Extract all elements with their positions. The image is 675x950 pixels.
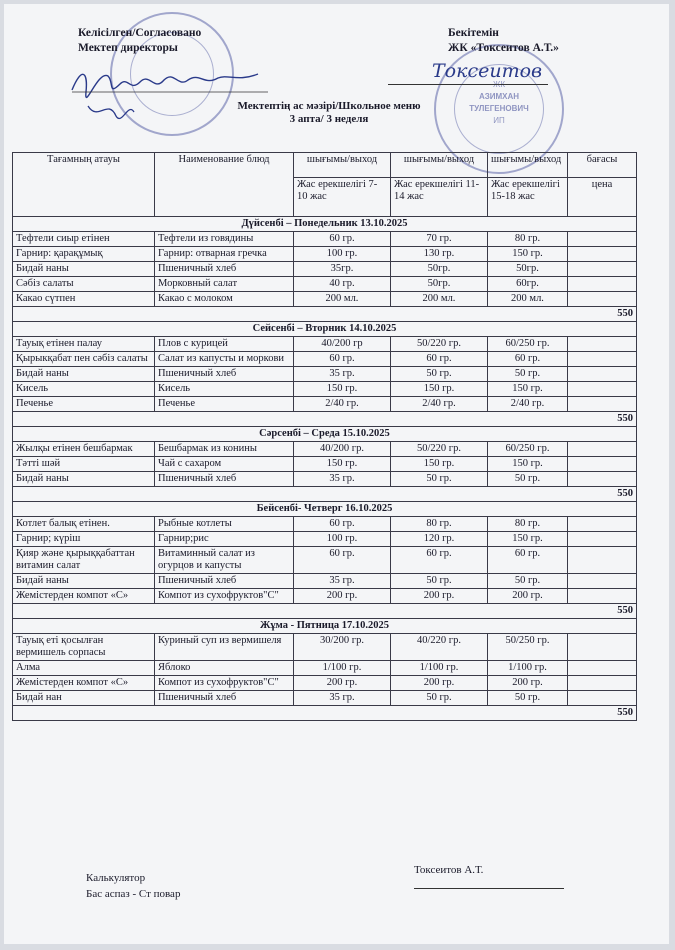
dish-name-kazakh: Бидай наны [13,367,155,382]
stamp-text-1: ЖК [492,80,506,89]
table-row [13,547,637,574]
price-cell [568,277,637,292]
yield-15-18: 80 гр. [488,517,568,532]
dish-name-russian: Рыбные котлеты [155,517,294,532]
table-row [13,277,637,292]
yield-11-14: 200 гр. [391,589,488,604]
yield-11-14: 200 мл. [391,292,488,307]
yield-7-10: 60 гр. [294,232,391,247]
approval-right-block [448,26,559,56]
price-cell [568,532,637,547]
yield-11-14: 50 гр. [391,367,488,382]
calculator-label: Калькулятор [86,872,146,884]
menu-title: Мектептің ас мәзірі/Школьное меню [237,100,421,112]
yield-11-14: 50 гр. [391,472,488,487]
dish-name-kazakh: Қияр және қырыққабаттан витамин салат [13,547,155,574]
day-title: Бейсенбі- Четверг 16.10.2025 [13,502,637,517]
price-cell [568,352,637,367]
dish-name-russian: Пшеничный хлеб [155,262,294,277]
table-row [13,292,637,307]
age-group-15-18: Жас ерекшелігі 15-18 жас [488,178,568,217]
yield-7-10: 200 гр. [294,589,391,604]
table-row [13,442,637,457]
table-row [13,352,637,367]
yield-7-10: 100 гр. [294,247,391,262]
yield-7-10: 1/100 гр. [294,661,391,676]
yield-11-14: 120 гр. [391,532,488,547]
price-cell [568,691,637,706]
day-header-row [13,502,637,517]
dish-name-kazakh: Бидай наны [13,262,155,277]
entrepreneur-signature: Токсеитов [432,60,543,82]
dish-name-kazakh: Алма [13,661,155,676]
yield-7-10: 200 гр. [294,676,391,691]
yield-11-14: 150 гр. [391,457,488,472]
col-header-russian: Наименование блюд [155,153,294,217]
dish-name-russian: Куриный суп из вермишеля [155,634,294,661]
price-cell [568,517,637,532]
price-cell [568,574,637,589]
stamp-text-3: ТУЛЕГЕНОВИЧ [469,104,529,113]
dish-name-kazakh: Тауық еті қосылған вермишель сорпасы [13,634,155,661]
yield-15-18: 150 гр. [488,382,568,397]
dish-name-kazakh: Бидай наны [13,574,155,589]
day-total-row [13,307,637,322]
yield-15-18: 50 гр. [488,574,568,589]
dish-name-russian: Какао с молоком [155,292,294,307]
dish-name-kazakh: Жылқы етінен бешбармак [13,442,155,457]
approval-block [78,26,201,56]
dish-name-kazakh: Тәтті шәй [13,457,155,472]
table-row [13,472,637,487]
dish-name-kazakh: Гарнир: қарақұмық [13,247,155,262]
day-header-row [13,427,637,442]
yield-11-14: 50гр. [391,262,488,277]
dish-name-kazakh: Тауық етінен палау [13,337,155,352]
signature-line [388,84,548,85]
table-row [13,589,637,604]
table-row [13,532,637,547]
price-cell [568,547,637,574]
price-cell [568,367,637,382]
price-cell [568,292,637,307]
dish-name-russian: Витаминный салат из огурцов и капусты [155,547,294,574]
yield-7-10: 100 гр. [294,532,391,547]
yield-11-14: 50/220 гр. [391,442,488,457]
dish-name-kazakh: Печенье [13,397,155,412]
day-total-row [13,706,637,721]
day-total-price: 550 [13,307,637,322]
yield-15-18: 150 гр. [488,457,568,472]
day-header-row [13,322,637,337]
table-header-row [13,153,637,178]
dish-name-russian: Пшеничный хлеб [155,472,294,487]
col-header-kazakh: Тағамның атауы [13,153,155,217]
dish-name-kazakh: Тефтели сиыр етінен [13,232,155,247]
price-cell [568,457,637,472]
approval-label: Келісілген/Согласовано [78,27,202,39]
dish-name-russian: Плов с курицей [155,337,294,352]
yield-15-18: 200 мл. [488,292,568,307]
yield-11-14: 60 гр. [391,352,488,367]
footer-name: Токсеитов А.Т. [414,864,484,876]
yield-7-10: 30/200 гр. [294,634,391,661]
price-cell [568,262,637,277]
footer-signature-line [414,888,564,889]
yield-11-14: 70 гр. [391,232,488,247]
dish-name-kazakh: Гарнир; күріш [13,532,155,547]
yield-11-14: 40/220 гр. [391,634,488,661]
stamp-text-2: АЗИМХАН [478,92,520,101]
price-cell [568,634,637,661]
table-row [13,517,637,532]
director-label: Мектеп директоры [78,42,178,54]
week-label: 3 апта/ 3 неделя [289,113,369,125]
table-row [13,676,637,691]
dish-name-kazakh: Какао сүтпен [13,292,155,307]
yield-15-18: 50 гр. [488,367,568,382]
table-row [13,574,637,589]
table-row [13,262,637,277]
day-total-row [13,604,637,619]
yield-7-10: 40/200 гр. [294,442,391,457]
price-cell [568,397,637,412]
price-cell [568,589,637,604]
price-label: цена [568,178,637,217]
yield-11-14: 50/220 гр. [391,337,488,352]
dish-name-russian: Кисель [155,382,294,397]
dish-name-russian: Компот из сухофруктов"С" [155,676,294,691]
yield-7-10: 150 гр. [294,382,391,397]
table-row [13,457,637,472]
yield-15-18: 150 гр. [488,247,568,262]
yield-11-14: 80 гр. [391,517,488,532]
yield-7-10: 35 гр. [294,691,391,706]
dish-name-russian: Пшеничный хлеб [155,367,294,382]
price-cell [568,472,637,487]
dish-name-russian: Компот из сухофруктов"С" [155,589,294,604]
yield-7-10: 200 мл. [294,292,391,307]
price-cell [568,232,637,247]
yield-7-10: 60 гр. [294,517,391,532]
dish-name-kazakh: Қырыкқабат пен сәбіз салаты [13,352,155,367]
table-row [13,337,637,352]
yield-11-14: 2/40 гр. [391,397,488,412]
price-cell [568,442,637,457]
yield-11-14: 130 гр. [391,247,488,262]
yield-7-10: 40 гр. [294,277,391,292]
yield-15-18: 60/250 гр. [488,442,568,457]
day-total-row [13,487,637,502]
yield-7-10: 40/200 гр [294,337,391,352]
yield-15-18: 2/40 гр. [488,397,568,412]
table-row [13,661,637,676]
dish-name-russian: Салат из капусты и моркови [155,352,294,367]
table-row [13,691,637,706]
yield-7-10: 150 гр. [294,457,391,472]
table-row [13,232,637,247]
price-cell [568,661,637,676]
document-sheet [4,4,669,944]
price-cell [568,337,637,352]
yield-11-14: 50гр. [391,277,488,292]
day-title: Сәрсенбі – Среда 15.10.2025 [13,427,637,442]
yield-15-18: 200 гр. [488,676,568,691]
yield-7-10: 60 гр. [294,352,391,367]
yield-11-14: 1/100 гр. [391,661,488,676]
price-cell [568,382,637,397]
dish-name-russian: Бешбармак из конины [155,442,294,457]
dish-name-kazakh: Бидай нан [13,691,155,706]
yield-15-18: 50 гр. [488,691,568,706]
dish-name-kazakh: Бидай наны [13,472,155,487]
dish-name-russian: Печенье [155,397,294,412]
day-title: Жұма - Пятница 17.10.2025 [13,619,637,634]
dish-name-russian: Пшеничный хлеб [155,691,294,706]
yield-15-18: 60гр. [488,277,568,292]
dish-name-russian: Гарнир: отварная гречка [155,247,294,262]
yield-7-10: 35 гр. [294,472,391,487]
yield-11-14: 50 гр. [391,691,488,706]
yield-7-10: 60 гр. [294,547,391,574]
head-cook-label: Бас аспаз - Ст повар [86,888,181,900]
yield-15-18: 50 гр. [488,472,568,487]
yield-15-18: 50гр. [488,262,568,277]
day-header-row [13,619,637,634]
yield-11-14: 150 гр. [391,382,488,397]
table-row [13,247,637,262]
dish-name-russian: Яблоко [155,661,294,676]
dish-name-kazakh: Котлет балық етінен. [13,517,155,532]
yield-15-18: 60 гр. [488,547,568,574]
day-total-price: 550 [13,604,637,619]
yield-7-10: 35 гр. [294,574,391,589]
age-group-11-14: Жас ерекшелігі 11-14 жас [391,178,488,217]
yield-15-18: 80 гр. [488,232,568,247]
col-header-yield-3: шығымы/выход [488,153,568,178]
yield-11-14: 200 гр. [391,676,488,691]
dish-name-russian: Чай с сахаром [155,457,294,472]
dish-name-russian: Морковный салат [155,277,294,292]
yield-15-18: 60/250 гр. [488,337,568,352]
day-title: Сейсенбі – Вторник 14.10.2025 [13,322,637,337]
dish-name-russian: Гарнир;рис [155,532,294,547]
price-cell [568,676,637,691]
yield-15-18: 150 гр. [488,532,568,547]
table-row [13,367,637,382]
stamp-text-4: ИП [493,116,505,125]
yield-15-18: 1/100 гр. [488,661,568,676]
dish-name-russian: Тефтели из говядины [155,232,294,247]
table-row [13,382,637,397]
day-total-price: 550 [13,487,637,502]
yield-7-10: 2/40 гр. [294,397,391,412]
yield-15-18: 50/250 гр. [488,634,568,661]
yield-15-18: 200 гр. [488,589,568,604]
approve-label: Бекітемін [448,27,499,39]
age-group-7-10: Жас ерекшелігі 7-10 жас [294,178,391,217]
yield-7-10: 35 гр. [294,367,391,382]
col-header-yield-2: шығымы/выход [391,153,488,178]
day-total-price: 550 [13,706,637,721]
col-header-price: бағасы [568,153,637,178]
entrepreneur-label: ЖК «Токсеитов А.Т.» [448,42,559,54]
day-header-row [13,217,637,232]
yield-7-10: 35гр. [294,262,391,277]
dish-name-kazakh: Жемістерден компот «С» [13,676,155,691]
yield-11-14: 60 гр. [391,547,488,574]
day-title: Дүйсенбі – Понедельник 13.10.2025 [13,217,637,232]
menu-table [12,152,637,721]
yield-15-18: 60 гр. [488,352,568,367]
day-total-row [13,412,637,427]
yield-11-14: 50 гр. [391,574,488,589]
day-total-price: 550 [13,412,637,427]
col-header-yield-1: шығымы/выход [294,153,391,178]
dish-name-russian: Пшеничный хлеб [155,574,294,589]
dish-name-kazakh: Сәбіз салаты [13,277,155,292]
price-cell [568,247,637,262]
table-row [13,397,637,412]
dish-name-kazakh: Жемістерден компот «С» [13,589,155,604]
dish-name-kazakh: Кисель [13,382,155,397]
table-row [13,634,637,661]
